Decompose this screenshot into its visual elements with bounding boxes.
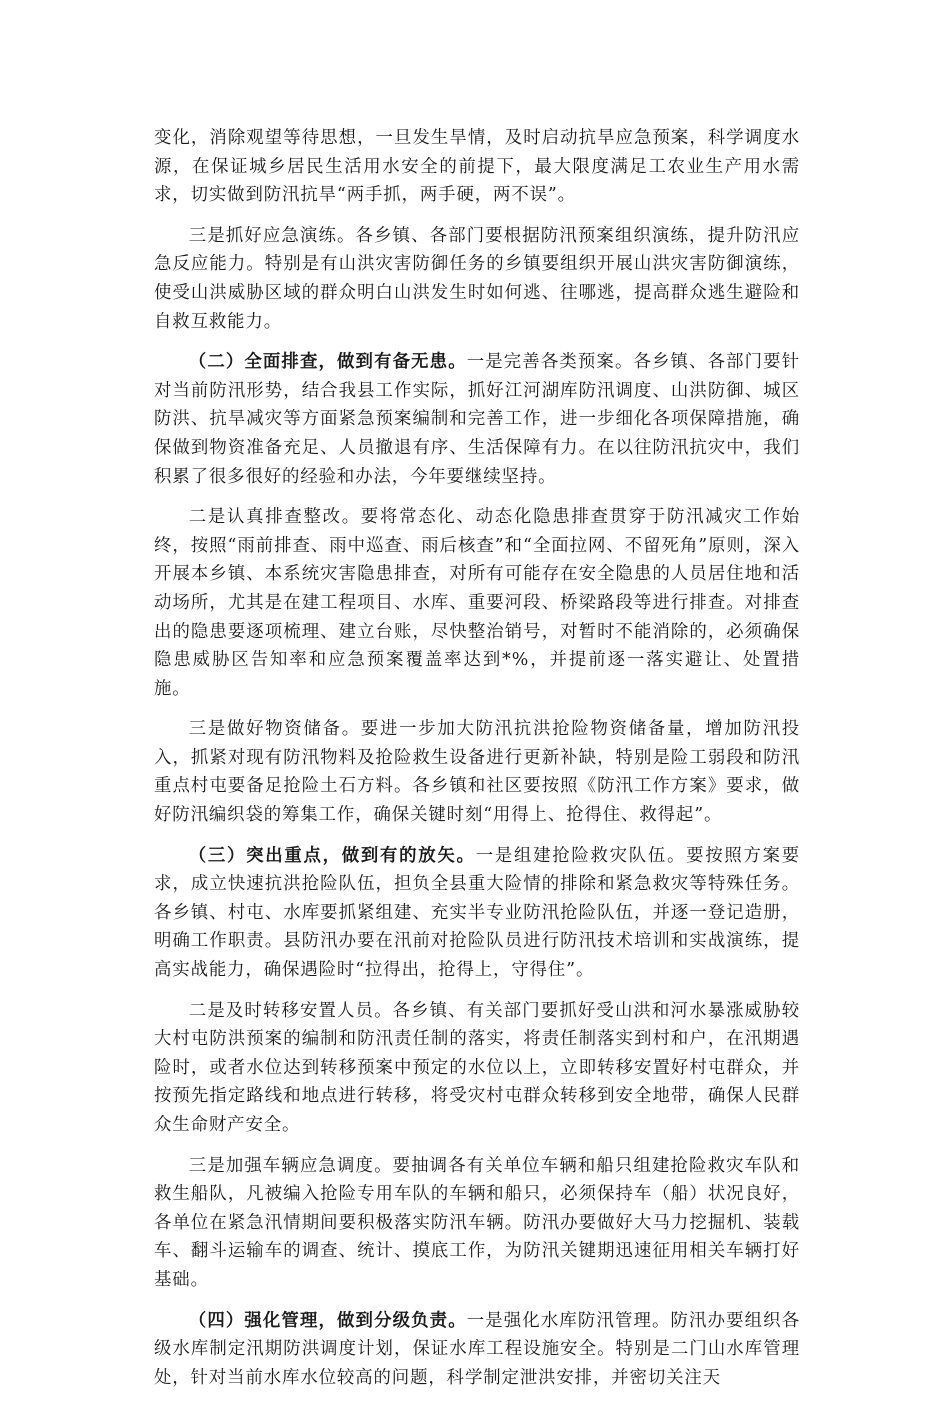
section-heading-paragraph-4 bbox=[154, 1307, 800, 1393]
section-heading: （四）强化管理，做到分级负责。 bbox=[188, 1310, 467, 1331]
paragraph-text: 一是组建抢险救灾队伍。要按照方案要求，成立快速抗洪抢险队伍，担负全县重大险情的排除和紧急救灾等特殊任务。各乡镇、村屯、水库要抓紧组建、充实半专业防汛抢险队伍，并逐一登记造册，明确工作职责。县防汛办要在汛前对抢险队员进行防汛技术培训和实战演练，提高实战能力，确保遇险时“拉得出，抢得上，守得住”。 bbox=[154, 845, 800, 981]
paragraph-text: 三是做好物资储备。要进一步加大防汛抗洪抢险物资储备量，增加防汛投入，抓紧对现有防汛物料及抢险救生设备进行更新补缺，特别是险工弱段和防汛重点村屯要备足抢险土石方料。各乡镇和社区要按照《防汛工作方案》要求，做好防汛编织袋的筹集工作，确保关键时刻“用得上、抢得住、救得起”。 bbox=[154, 719, 800, 826]
section-heading: （二）全面排查，做到有备无患。 bbox=[188, 352, 467, 373]
section-heading-paragraph-3 bbox=[154, 842, 800, 985]
section-heading: （三）突出重点，做到有的放矢。 bbox=[188, 845, 476, 866]
paragraph-text: 三是加强车辆应急调度。要抽调各有关单位车辆和船只组建抢险救灾车队和救生船队，凡被编入抢险专用车队的车辆和船只，必须保持车（船）状况良好，各单位在紧急汛情期间要积极落实防汛车辆。防汛办要做好大马力挖掘机、装载车、翻斗运输车的调查、统计、摸底工作，为防汛关键期迅速征用相关车辆打好基础。 bbox=[154, 1155, 800, 1290]
paragraph-text: 一是强化水库防汛管理。防汛办要组织各级水库制定汛期防洪调度计划，保证水库工程设施安全。特别是二门山水库管理处，针对当前水库水位较高的问题，科学制定泄洪安排，并密切关注天 bbox=[154, 1310, 800, 1388]
paragraph-5 bbox=[154, 715, 800, 829]
paragraph-text: 三是抓好应急演练。各乡镇、各部门要根据防汛预案组织演练，提升防汛应急反应能力。特别是有山洪灾害防御任务的乡镇要组织开展山洪灾害防御演练，使受山洪威胁区域的群众明白山洪发生时如何逃、往哪逃，提高群众逃生避险和自救互救能力。 bbox=[154, 225, 800, 332]
paragraph-2 bbox=[154, 222, 800, 336]
paragraph-text: 二是及时转移安置人员。各乡镇、有关部门要抓好受山洪和河水暴涨威胁较大村屯防洪预案的编制和防汛责任制的落实，将责任制落实到村和户，在汛期遇险时，或者水位达到转移预案中预定的水位以上，立即转移安置好村屯群众，并按预先指定路线和地点进行转移，将受灾村屯群众转移到安全地带，确保人民群众生命财产安全。 bbox=[154, 1000, 800, 1135]
paragraph-7 bbox=[154, 997, 800, 1140]
paragraph-text: 二是认真排查整改。要将常态化、动态化隐患排查贯穿于防汛减灾工作始终，按照“雨前排查、雨中巡查、雨后核查”和“全面拉网、不留死角”原则，深入开展本乡镇、本系统灾害隐患排查，对所有可能存在安全隐患的人员居住地和活动场所，尤其是在建工程项目、水库、重要河段、桥梁路段等进行排查。对排查出的隐患要逐项梳理、建立台账，尽快整治销号，对暂时不能消除的，必须确保隐患威胁区告知率和应急预案覆盖率达到*%，并提前逐一落实避让、处置措施。 bbox=[154, 507, 800, 699]
paragraph-text: 一是完善各类预案。各乡镇、各部门要针对当前防汛形势，结合我县工作实际，抓好江河湖库防汛调度、山洪防御、城区防洪、抗旱减灾等方面紧急预案编制和完善工作，进一步细化各项保障措施，确保做到物资准备充足、人员撤退有序、生活保障有力。在以往防汛抗灾中，我们积累了很多很好的经验和办法，今年要继续坚持。 bbox=[154, 352, 800, 487]
paragraph-4 bbox=[154, 503, 800, 703]
paragraph-1 bbox=[154, 124, 800, 210]
section-heading-paragraph-2 bbox=[154, 348, 800, 491]
paragraph-text: 变化，消除观望等待思想，一旦发生旱情，及时启动抗旱应急预案，科学调度水源，在保证城乡居民生活用水安全的前提下，最大限度满足工农业生产用水需求，切实做到防汛抗旱“两手抓，两手硬，两不误”。 bbox=[154, 128, 800, 206]
paragraph-8 bbox=[154, 1152, 800, 1295]
document-body bbox=[154, 124, 800, 1404]
